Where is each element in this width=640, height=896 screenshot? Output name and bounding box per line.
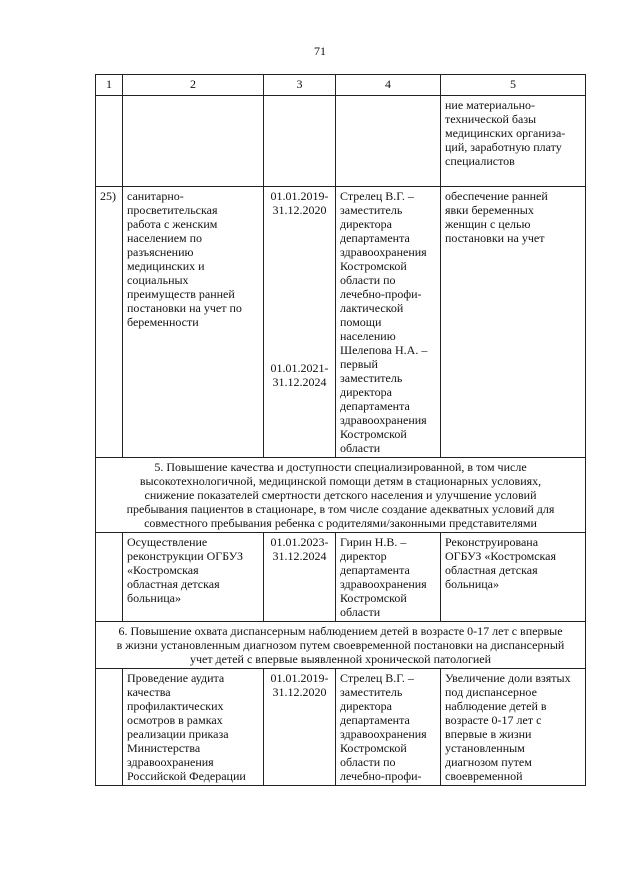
responsible-cell: Стрелец В.Г. – заместитель директора департамента здравоохранения Костромской области по лечебно-профи- лактической помощи населению Шелепова Н.А. – первый заместитель директора департамента здравоохранения Костромской области [336, 187, 441, 458]
period-cell: 01.01.2023- 31.12.2024 [264, 533, 336, 622]
page-number: 71 [314, 44, 326, 58]
period-cell: 01.01.2019- 31.12.2020 [264, 669, 336, 786]
continuation-result: ние материально- технической базы медицинских организа- ций, заработную плату специалистов [441, 96, 586, 187]
table-row-continuation [96, 96, 586, 187]
header-col-2: 2 [123, 75, 264, 96]
section-5-heading: 5. Повышение качества и доступности специализированной, в том числе высокотехнологичной, медицинской помощи детям в стационарных условиях, снижение показателей смертности детского населения и улучшение условий пребывания пациентов в стационаре, в том числе создание адекватных условий для совместного пребывания ребенка с родителями/законными представителями [96, 458, 586, 533]
row-number: 25) [96, 187, 123, 458]
table-header-row [96, 75, 586, 96]
result-cell: Увеличение доли взятых под диспансерное наблюдение детей в возрасте 0-17 лет с впервые в жизни установленным диагнозом путем своевременной [441, 669, 586, 786]
responsible-cell: Стрелец В.Г. – заместитель директора департамента здравоохранения Костромской области по лечебно-профи- [336, 669, 441, 786]
section-6-heading: 6. Повышение охвата диспансерным наблюдением детей в возрасте 0-17 лет с впервые в жизни установленным диагнозом путем своевременной постановки на диспансерный учет детей с впервые выявленной хронической патологией [96, 622, 586, 669]
measure-cell: Проведение аудита качества профилактических осмотров в рамках реализации приказа Министерства здравоохранения Российской Федерации [123, 669, 264, 786]
section-6-row [96, 622, 586, 669]
measure-cell: Осуществление реконструкции ОГБУЗ «Костромская областная детская больница» [123, 533, 264, 622]
header-col-4: 4 [336, 75, 441, 96]
header-col-5: 5 [441, 75, 586, 96]
result-cell: обеспечение ранней явки беременных женщин с целью постановки на учет [441, 187, 586, 458]
period-cell: 01.01.2019- 31.12.2020 01.01.2021- 31.12.2024 [264, 187, 336, 458]
header-col-3: 3 [264, 75, 336, 96]
responsible-cell: Гирин Н.В. – директор департамента здравоохранения Костромской области [336, 533, 441, 622]
table-row-reconstruction [96, 533, 586, 622]
table-row-25 [96, 187, 586, 458]
section-5-row [96, 458, 586, 533]
table-row-audit [96, 669, 586, 786]
result-cell: Реконструирована ОГБУЗ «Костромская областная детская больница» [441, 533, 586, 622]
measures-table [95, 74, 586, 786]
header-col-1: 1 [96, 75, 123, 96]
measure-cell: санитарно- просветительская работа с женским населением по разъяснению медицинских и социальных преимуществ ранней постановки на учет по беременности [123, 187, 264, 458]
